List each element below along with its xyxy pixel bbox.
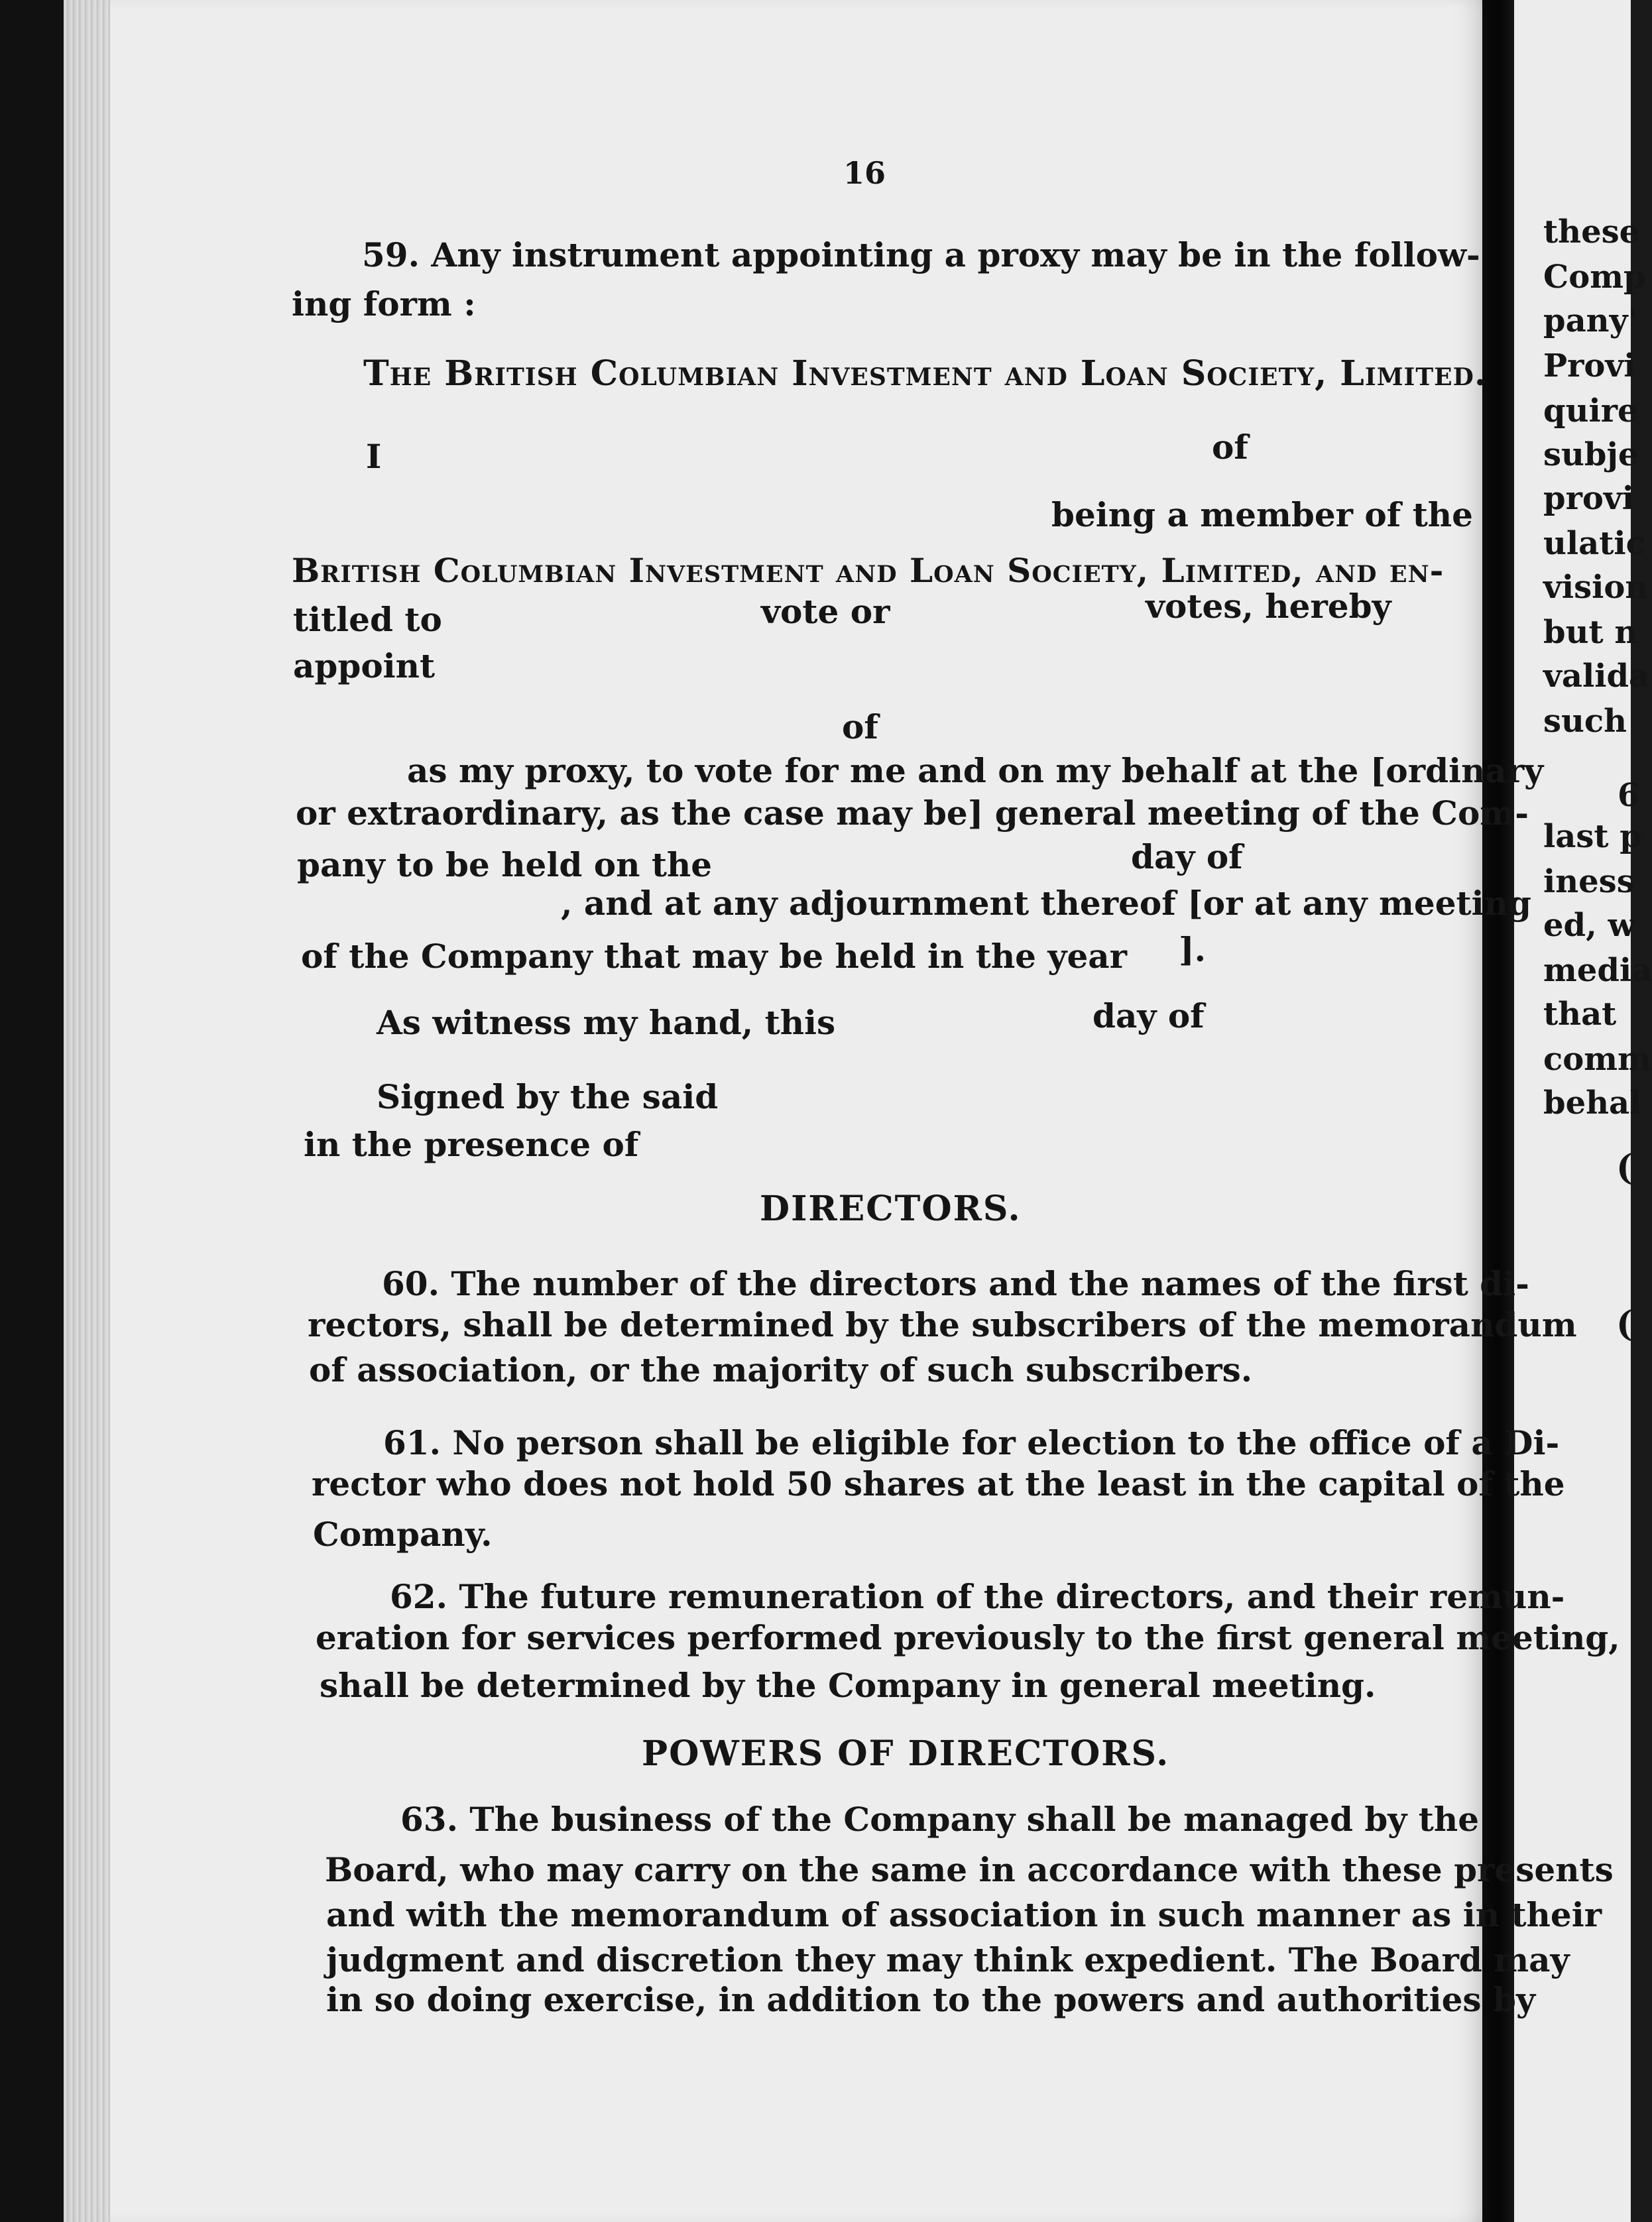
form-proxy-line-4: , and at any adjournment thereof [or at any meeting xyxy=(561,884,1531,923)
form-appoint: appoint xyxy=(293,646,436,685)
clause-60-line-3: of association, or the majority of such subscribers. xyxy=(309,1350,1253,1389)
right-fragment-20: behal xyxy=(1543,1084,1642,1122)
form-proxy-line-5a: of the Company that may be held in the year xyxy=(301,937,1127,976)
clause-62-line-1: 62. The future remuneration of the directors, and their remun- xyxy=(390,1577,1565,1616)
right-fragment-14: last p xyxy=(1543,818,1642,855)
right-fragment-16: ed, w xyxy=(1543,907,1635,944)
form-titled-to: titled to xyxy=(293,600,442,639)
right-fragment-1: these xyxy=(1543,213,1640,251)
clause-61-line-1: 61. No person shall be eligible for election to the office of a Di- xyxy=(383,1423,1560,1462)
form-signed-by: Signed by the said xyxy=(377,1077,719,1116)
right-fragment-11: valida xyxy=(1543,658,1650,695)
clause-61-line-3: Company. xyxy=(313,1515,493,1554)
right-fragment-4: Provi xyxy=(1543,347,1636,384)
right-fragment-7: provi xyxy=(1543,480,1634,517)
powers-heading: POWERS OF DIRECTORS. xyxy=(642,1733,1170,1774)
form-proxy-line-2: or extraordinary, as the case may be] general meeting of the Com- xyxy=(296,793,1529,833)
right-fragment-5: quire xyxy=(1543,392,1638,430)
right-fragment-21: ( xyxy=(1616,1147,1633,1188)
clause-61-line-2: rector who does not hold 50 shares at the least in the capital of the xyxy=(312,1464,1565,1503)
right-fragment-22: ( xyxy=(1616,1304,1633,1344)
form-of-2: of xyxy=(842,707,878,746)
right-fragment-6: subje xyxy=(1543,436,1639,473)
directors-heading: DIRECTORS. xyxy=(760,1189,1022,1229)
form-i-label: I xyxy=(366,437,382,476)
clause-60-line-2: rectors, shall be determined by the subscribers of the memorandum xyxy=(308,1305,1577,1344)
clause-62-line-3: shall be determined by the Company in general meeting. xyxy=(320,1666,1376,1705)
page-number: 16 xyxy=(843,155,886,191)
right-fragment-19: comm xyxy=(1543,1041,1651,1078)
form-society-line: British Columbian Investment and Loan Society, Limited, and en- xyxy=(292,551,1445,590)
right-fragment-10: but n xyxy=(1543,614,1638,651)
right-fragment-8: ulatic xyxy=(1543,525,1645,562)
form-witness-a: As witness my hand, this xyxy=(377,1003,836,1042)
clause-63-line-5: in so doing exercise, in addition to the powers and authorities by xyxy=(326,1980,1535,2019)
clause-59-line-2: ing form : xyxy=(292,284,476,323)
right-fragment-12: such xyxy=(1543,703,1627,740)
form-proxy-line-1: as my proxy, to vote for me and on my behalf at the [ordinary xyxy=(407,751,1544,790)
right-fragment-3: pany' xyxy=(1543,302,1638,339)
right-fragment-18: that xyxy=(1543,996,1617,1033)
right-fragment-2: Comp xyxy=(1543,259,1646,296)
right-fragment-9: vision xyxy=(1543,569,1649,606)
clause-62-line-2: eration for services performed previously to the first general meeting, xyxy=(316,1618,1620,1657)
form-presence: in the presence of xyxy=(304,1125,639,1164)
form-being-member: being a member of the xyxy=(1051,495,1473,534)
page-edges xyxy=(64,0,110,2222)
right-fragment-13: 6 xyxy=(1618,777,1640,814)
clause-63-line-3: and with the memorandum of association in such manner as in their xyxy=(326,1895,1602,1934)
clause-63-line-2: Board, who may carry on the same in accordance with these presents xyxy=(325,1850,1614,1889)
form-of-1: of xyxy=(1212,428,1248,467)
right-fragment-15: iness xyxy=(1543,863,1635,900)
form-votes-hereby: votes, hereby xyxy=(1146,587,1391,626)
form-vote-or: vote or xyxy=(761,592,890,631)
clause-59-line-1: 59. Any instrument appointing a proxy may be in the follow- xyxy=(362,235,1480,274)
form-proxy-line-3a: pany to be held on the xyxy=(297,845,713,884)
form-title: The British Columbian Investment and Loan Society, Limited. xyxy=(363,353,1487,394)
form-proxy-line-3b: day of xyxy=(1131,837,1243,876)
form-proxy-line-5b: ]. xyxy=(1179,930,1207,969)
clause-60-line-1: 60. The number of the directors and the names of the first di- xyxy=(382,1264,1529,1303)
clause-63-line-1: 63. The business of the Company shall be managed by the xyxy=(400,1800,1480,1839)
right-fragment-17: media xyxy=(1543,952,1652,989)
form-witness-b: day of xyxy=(1092,996,1205,1035)
clause-63-line-4: judgment and discretion they may think expedient. The Board may xyxy=(326,1940,1570,1979)
